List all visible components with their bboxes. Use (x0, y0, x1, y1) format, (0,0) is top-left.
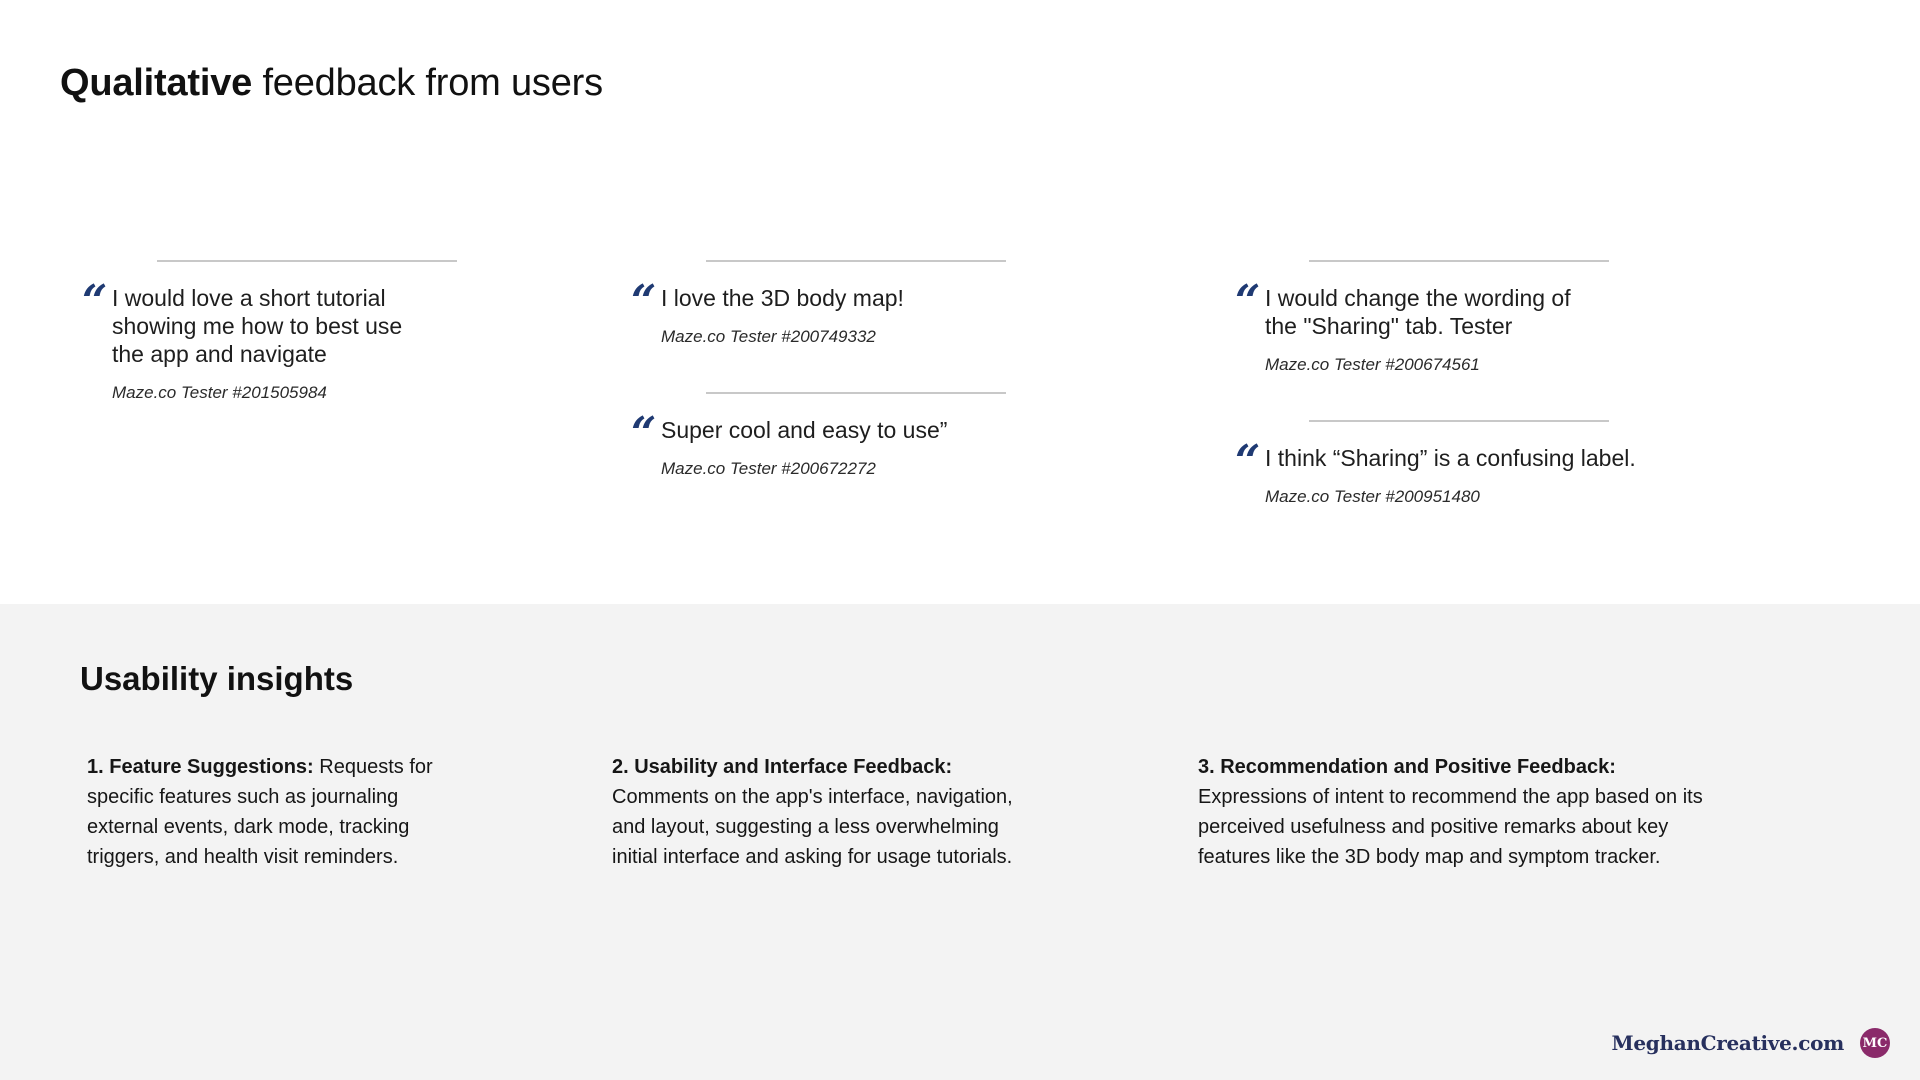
insight-body: Requests for specific features such as journaling external events, dark mode, tracking triggers, and health visit reminders. (87, 756, 433, 868)
insight-lead: 2. Usability and Interface Feedback: (612, 756, 953, 778)
quote-text: I think “Sharing” is a confusing label. (1265, 445, 1636, 471)
quote-card (631, 392, 1091, 480)
quote-mark-icon: “ (631, 408, 657, 459)
brand-footer[interactable] (1612, 1028, 1890, 1058)
insights-title: Usability insights (80, 660, 354, 697)
insight-body: Comments on the app's interface, navigation, and layout, suggesting a less overwhelming initial interface and asking for usage tutorials. (612, 786, 1013, 868)
quote-column-1 (82, 260, 542, 404)
quote-card (1235, 420, 1695, 508)
quote-column-2 (631, 260, 1091, 480)
quote-card (631, 260, 1091, 348)
quote-mark-icon: “ (631, 276, 657, 327)
quote-author: Maze.co Tester #200674561 (1265, 355, 1480, 374)
usability-insights-section (0, 604, 1920, 1080)
insight-recommendation (1198, 752, 1728, 872)
brand-name[interactable]: MeghanCreative.com (1611, 1031, 1844, 1055)
quote-author: Maze.co Tester #200749332 (661, 327, 876, 346)
quote-author: Maze.co Tester #200951480 (1265, 487, 1480, 506)
page-title (60, 62, 603, 105)
insight-feature-suggestions (87, 752, 467, 872)
page-title-bold: Qualitative (60, 62, 253, 104)
quote-card (82, 260, 542, 404)
quote-text: I would love a short tutorial showing me how to best use the app and navigate (112, 285, 403, 367)
brand-logo-icon: MC (1860, 1028, 1890, 1058)
quote-text: I love the 3D body map! (661, 285, 904, 311)
quote-mark-icon: “ (82, 276, 108, 327)
quote-text: Super cool and easy to use” (661, 417, 948, 443)
quote-mark-icon: “ (1235, 436, 1261, 487)
quote-column-3 (1235, 260, 1695, 508)
insight-usability-interface (612, 752, 1042, 872)
insight-lead: 3. Recommendation and Positive Feedback: (1198, 756, 1616, 778)
quote-mark-icon: “ (1235, 276, 1261, 327)
quote-author: Maze.co Tester #201505984 (112, 383, 327, 402)
quote-text: I would change the wording of the "Sharing" tab. Tester (1265, 285, 1571, 339)
insight-body: Expressions of intent to recommend the app based on its perceived usefulness and positive remarks about key features like the 3D body map and symptom tracker. (1198, 786, 1703, 868)
quote-author: Maze.co Tester #200672272 (661, 459, 876, 478)
insight-lead: 1. Feature Suggestions: (87, 756, 314, 778)
page-title-rest: feedback from users (252, 62, 603, 104)
quote-card (1235, 260, 1695, 376)
